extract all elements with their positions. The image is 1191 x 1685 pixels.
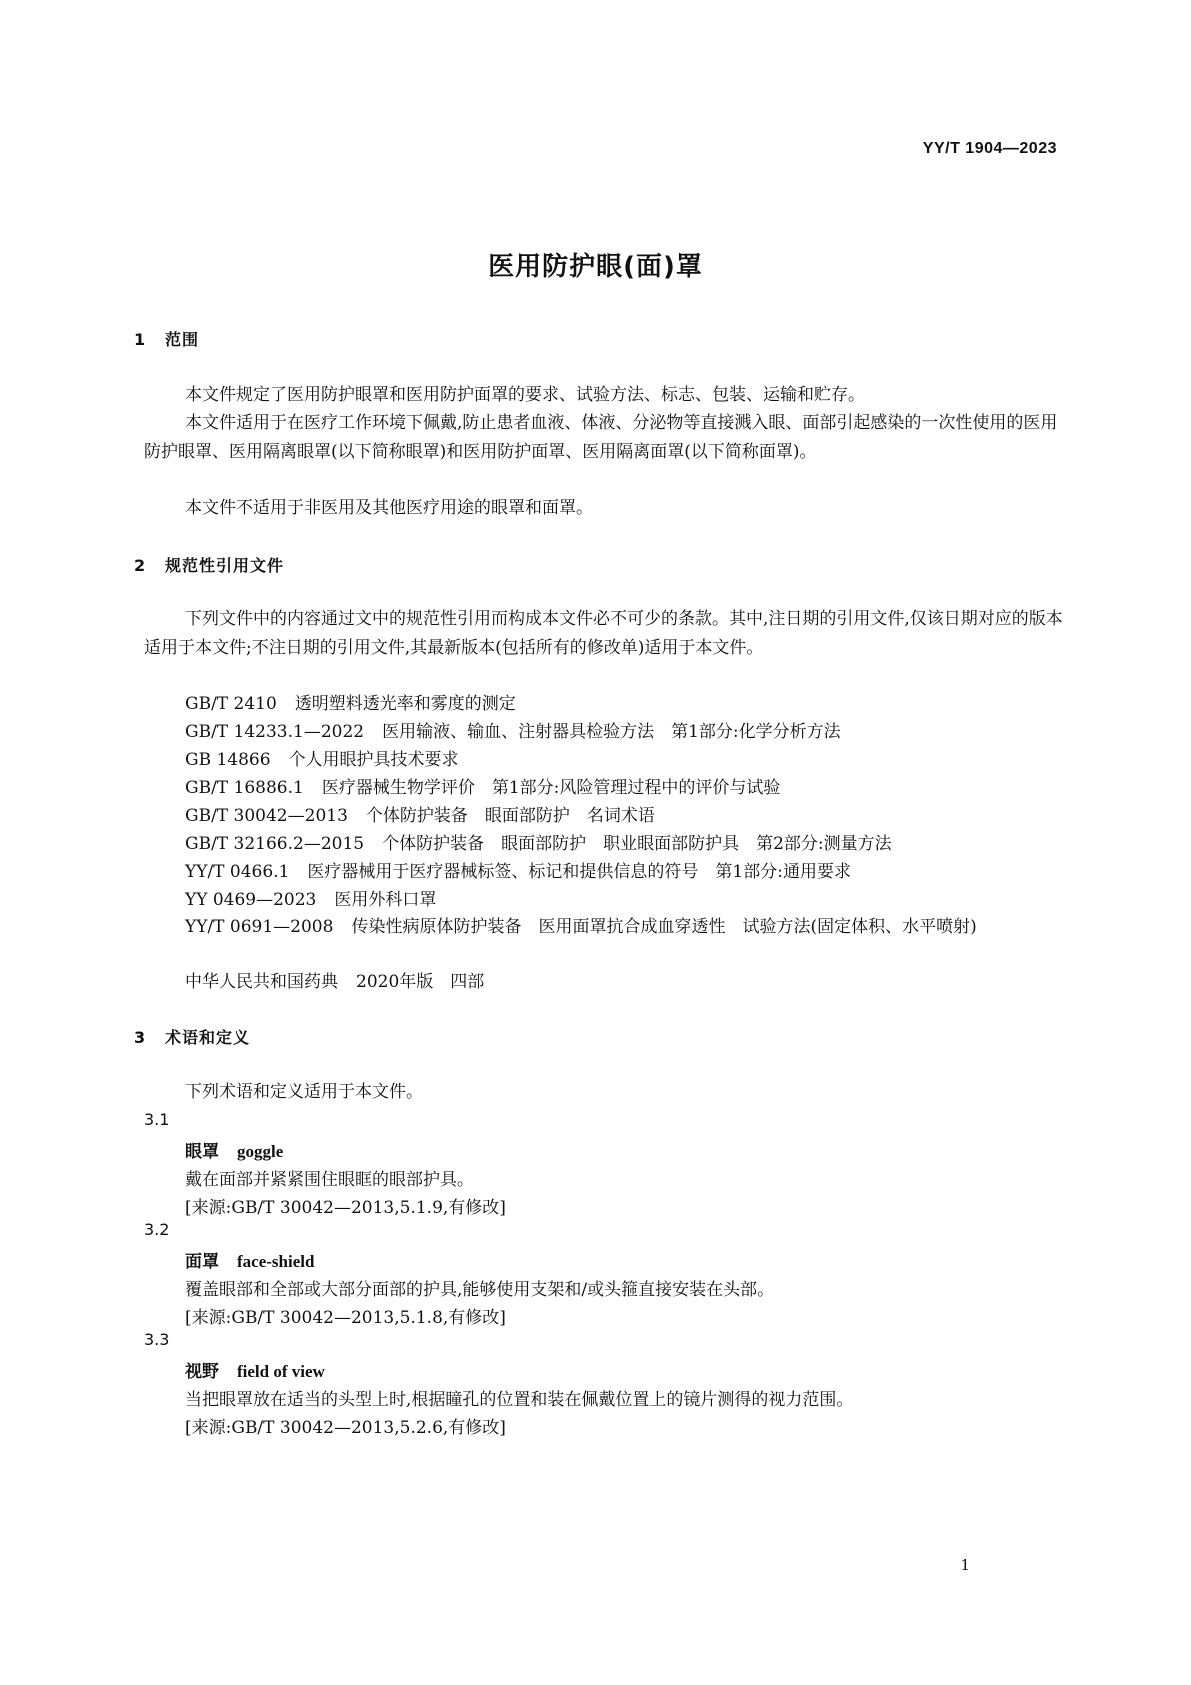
term-source: [来源:GB/T 30042—2013,5.1.9,有修改] bbox=[185, 1198, 506, 1218]
paragraph: 本文件适用于在医疗工作环境下佩戴,防止患者血液、体液、分泌物等直接溅入眼、面部引起感染的一次性使用的医用防护眼罩、医用隔离眼罩(以下简称眼罩)和医用防护面罩、医用隔离面罩(以下简称面罩)。 bbox=[144, 413, 1058, 462]
reference-item: GB/T 30042—2013 个体防护装备 眼面部防护 名词术语 bbox=[185, 806, 655, 826]
term-number: 3.2 bbox=[144, 1220, 170, 1239]
term-number: 3.1 bbox=[144, 1110, 170, 1129]
page-number: 1 bbox=[960, 1556, 970, 1574]
reference-item: GB/T 2410 透明塑料透光率和雾度的测定 bbox=[185, 694, 516, 714]
reference-item: GB 14866 个人用眼护具技术要求 bbox=[185, 750, 459, 770]
term-zh: 眼罩 bbox=[185, 1142, 219, 1162]
paragraph: 下列术语和定义适用于本文件。 bbox=[185, 1082, 423, 1102]
term-entry bbox=[185, 1137, 283, 1162]
term-definition: 戴在面部并紧紧围住眼眶的眼部护具。 bbox=[185, 1170, 474, 1190]
term-zh: 视野 bbox=[185, 1362, 219, 1382]
paragraph: 本文件规定了医用防护眼罩和医用防护面罩的要求、试验方法、标志、包装、运输和贮存。 bbox=[185, 385, 865, 405]
reference-item: YY/T 0466.1 医疗器械用于医疗器械标签、标记和提供信息的符号 第1部分:通用要求 bbox=[185, 862, 851, 882]
term-en: field of view bbox=[237, 1362, 325, 1381]
section-title: 范围 bbox=[165, 330, 200, 349]
term-source: [来源:GB/T 30042—2013,5.1.8,有修改] bbox=[185, 1308, 506, 1328]
section-number: 2 bbox=[134, 556, 147, 575]
reference-item: GB/T 16886.1 医疗器械生物学评价 第1部分:风险管理过程中的评价与试验 bbox=[185, 778, 781, 798]
term-entry bbox=[185, 1357, 325, 1382]
reference-item: YY/T 0691—2008 传染性病原体防护装备 医用面罩抗合成血穿透性 试验方法(固定体积、水平喷射) bbox=[185, 917, 977, 937]
reference-item: YY 0469—2023 医用外科口罩 bbox=[185, 890, 437, 910]
document-title: 医用防护眼(面)罩 bbox=[488, 252, 703, 282]
paragraph: 下列文件中的内容通过文中的规范性引用而构成本文件必不可少的条款。其中,注日期的引用文件,仅该日期对应的版本适用于本文件;不注日期的引用文件,其最新版本(包括所有的修改单)适用于本文件。 bbox=[144, 609, 1063, 658]
term-source: [来源:GB/T 30042—2013,5.2.6,有修改] bbox=[185, 1418, 506, 1438]
section-number: 3 bbox=[134, 1028, 147, 1047]
section-title: 术语和定义 bbox=[165, 1028, 251, 1047]
reference-item: 中华人民共和国药典 2020年版 四部 bbox=[185, 972, 485, 992]
section-2-heading bbox=[134, 553, 284, 576]
term-en: face-shield bbox=[237, 1252, 315, 1271]
term-entry bbox=[185, 1247, 314, 1272]
term-number: 3.3 bbox=[144, 1330, 170, 1349]
reference-item: GB/T 14233.1—2022 医用输液、输血、注射器具检验方法 第1部分:化学分析方法 bbox=[185, 722, 841, 742]
reference-item: GB/T 32166.2—2015 个体防护装备 眼面部防护 职业眼面部防护具 第2部分:测量方法 bbox=[185, 834, 892, 854]
section-3-heading bbox=[134, 1025, 250, 1048]
term-definition: 覆盖眼部和全部或大部分面部的护具,能够使用支架和/或头箍直接安装在头部。 bbox=[185, 1280, 775, 1300]
term-en: goggle bbox=[237, 1142, 284, 1161]
section-1-heading bbox=[134, 327, 199, 350]
section-title: 规范性引用文件 bbox=[165, 556, 285, 575]
section-number: 1 bbox=[134, 330, 147, 349]
standard-number: YY/T 1904—2023 bbox=[922, 140, 1057, 157]
term-definition: 当把眼罩放在适当的头型上时,根据瞳孔的位置和装在佩戴位置上的镜片测得的视力范围。 bbox=[185, 1390, 854, 1410]
term-zh: 面罩 bbox=[185, 1252, 219, 1272]
paragraph: 本文件不适用于非医用及其他医疗用途的眼罩和面罩。 bbox=[185, 498, 593, 518]
